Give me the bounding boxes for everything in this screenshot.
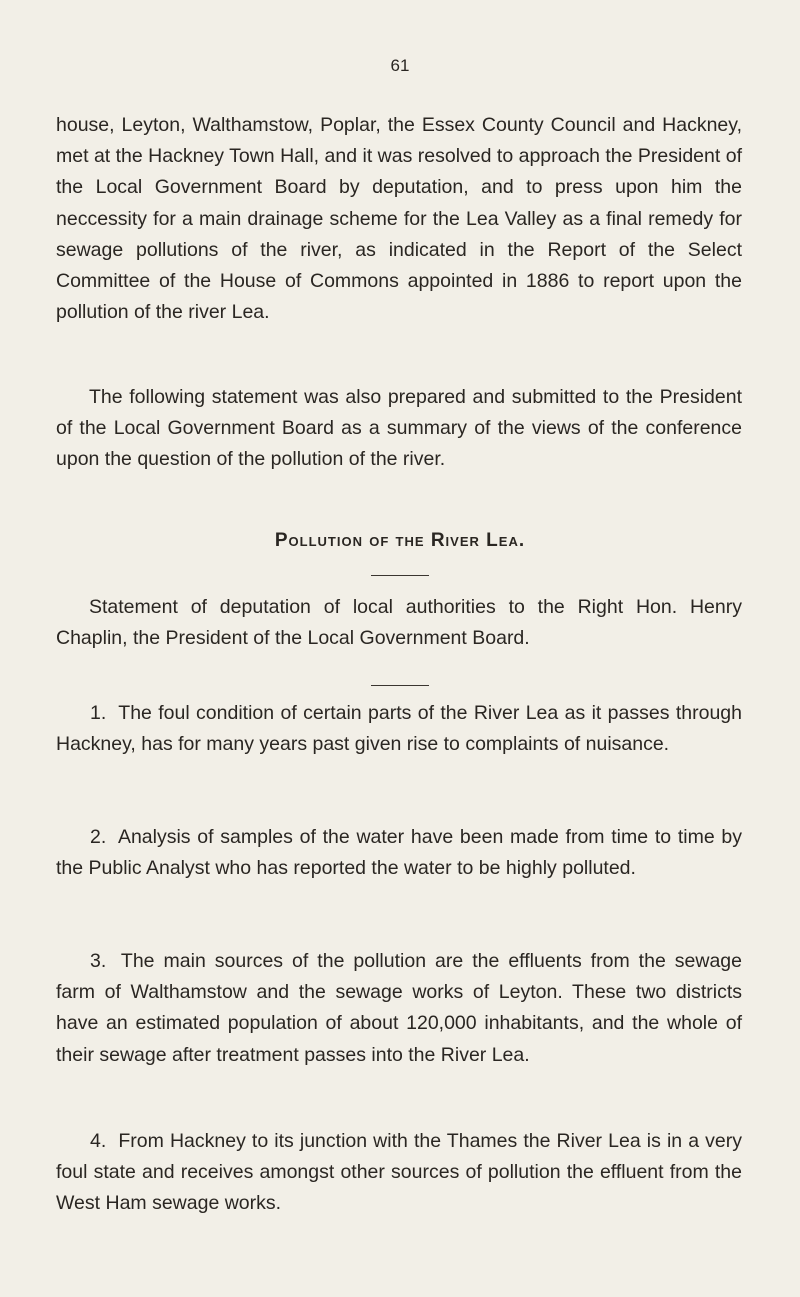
statement-intro: Statement of deputation of local authorities to the Right Hon. Henry Chaplin, the President of the Local Government Board. — [56, 596, 742, 650]
divider-rule — [371, 685, 429, 686]
item-number: 4. — [90, 1130, 107, 1152]
section-heading: Pollution of the River Lea. — [274, 530, 526, 551]
paragraph-statement-preface: The following statement was also prepared and submitted to the President of the Local Government Board as a summary of the views of the conference upon the question of the pollution of the river. — [56, 386, 742, 471]
list-item — [56, 1126, 742, 1220]
divider-rule — [371, 575, 429, 576]
item-number: 2. — [90, 826, 107, 848]
page-number: 61 — [390, 56, 410, 75]
item-text: From Hackney to its junction with the Thames the River Lea is in a very foul state and receives amongst other sources of pollution the effluent from the West Ham sewage works. — [56, 1130, 742, 1215]
list-item — [56, 822, 742, 884]
list-item — [56, 946, 742, 1071]
item-number: 3. — [90, 950, 107, 972]
paragraph-continuation: house, Leyton, Walthamstow, Poplar, the Essex County Council and Hackney, met at the Hackney Town Hall, and it was resolved to approach the President of the Local Government Board by deputation, and to press upon him the neccessity for a main drainage scheme for the Lea Valley as a final remedy for sewage pollutions of the river, as indicated in the Report of the Select Committee of the House of Commons appointed in 1886 to report upon the pollution of the river Lea. — [56, 114, 742, 324]
item-number: 1. — [90, 702, 107, 724]
list-item — [56, 698, 742, 760]
item-text: The foul condition of certain parts of the River Lea as it passes through Hackney, has for many years past given rise to complaints of nuisance. — [56, 702, 742, 756]
item-text: The main sources of the pollution are the effluents from the sewage farm of Walthamstow and the sewage works of Leyton. These two districts have an estimated population of about 120,000 inhabitants, and the whole of their sewage after treatment passes into the River Lea. — [56, 950, 742, 1066]
item-text: Analysis of samples of the water have been made from time to time by the Public Analyst who has reported the water to be highly polluted. — [56, 826, 743, 880]
